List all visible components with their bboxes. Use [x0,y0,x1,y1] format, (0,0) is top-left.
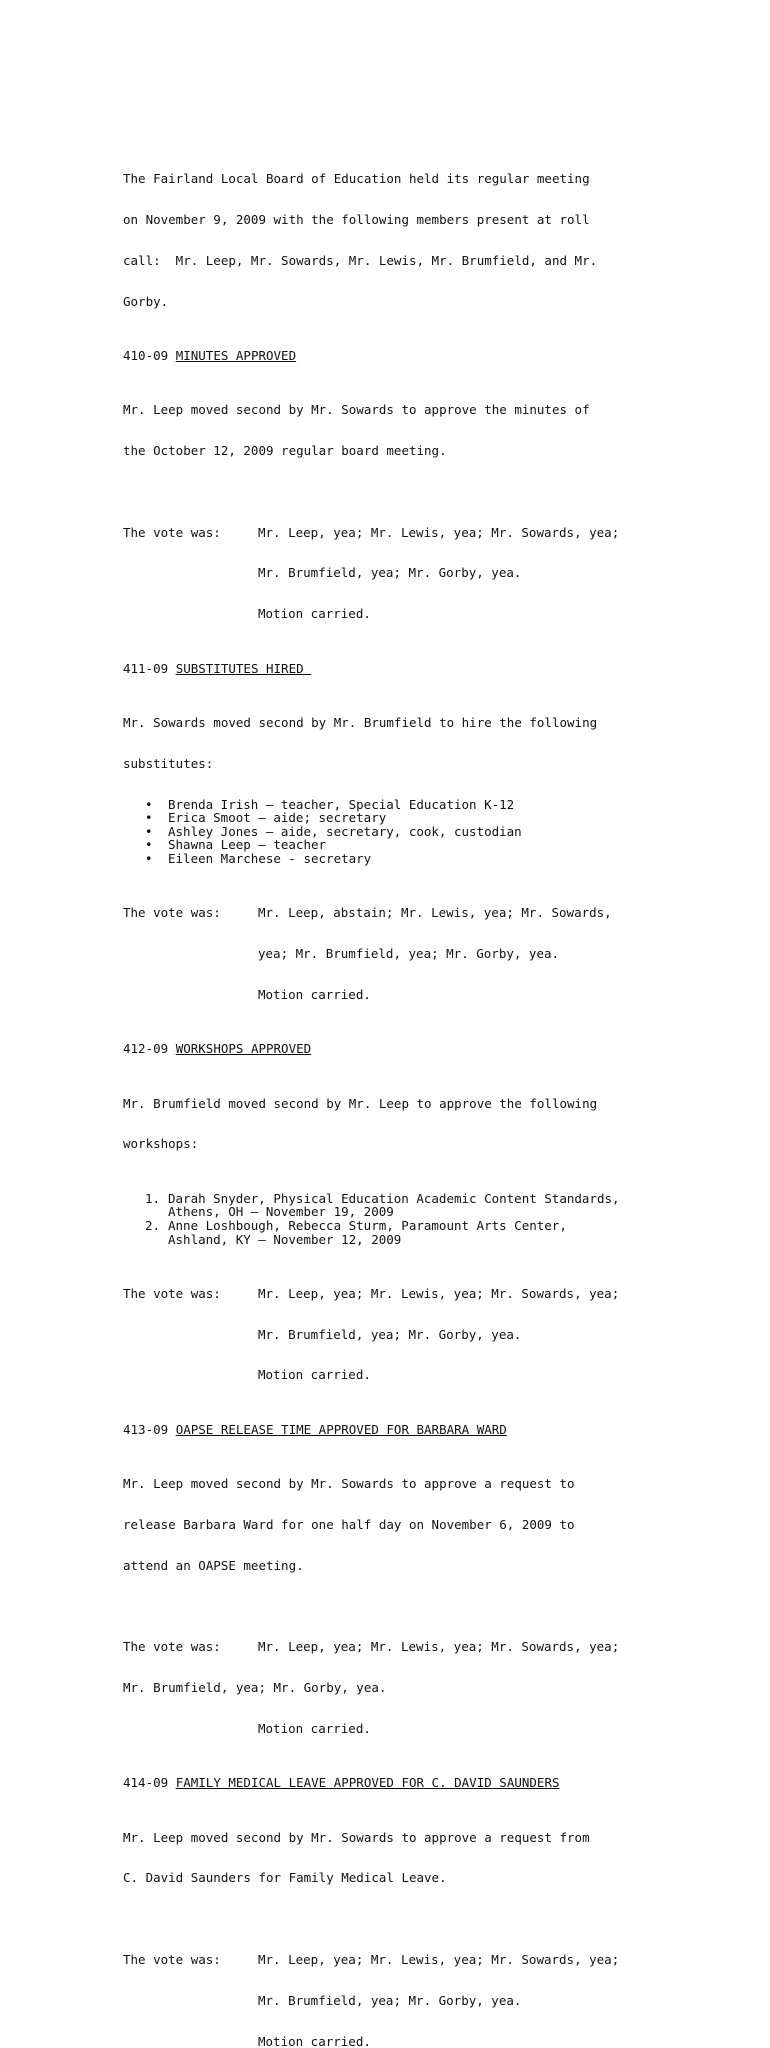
vote-record-412 [123,1260,743,1410]
bullet-icon: • [145,850,153,866]
body-line: release Barbara Ward for one half day on November 6, 2009 to [123,1516,575,1532]
bullet-icon: • [145,796,153,812]
list-item-text: Athens, OH – November 19, 2009 [168,1204,394,1220]
list-item-text: Erica Smoot – aide; secretary [168,810,387,826]
vote-line: Motion carried. [258,2033,371,2048]
section-body-411 [123,689,743,798]
body-line: Mr. Leep moved second by Mr. Sowards to approve a request from [123,1829,590,1845]
vote-lead: The vote was: [123,524,221,540]
list-item [145,825,743,839]
vote-line: Mr. Brumfield, yea; Mr. Gorby, yea. [123,1680,387,1696]
section-number: 410-09 [123,347,176,363]
vote-record-411 [123,879,743,1029]
list-item-text: Brenda Irish – teacher, Special Education K-12 [168,796,515,812]
list-number: 2. [145,1217,161,1233]
vote-line: yea; Mr. Brumfield, yea; Mr. Gorby, yea. [258,946,560,962]
vote-line: Mr. Leep, yea; Mr. Lewis, yea; Mr. Sowards, yea; [258,524,620,540]
bullet-icon: • [145,837,153,853]
body-line: workshops: [123,1136,199,1152]
section-number: 412-09 [123,1041,176,1057]
list-item-text: Ashley Jones – aide, secretary, cook, custodian [168,823,522,839]
vote-line: Mr. Leep, yea; Mr. Lewis, yea; Mr. Sowards, yea; [258,1951,620,1967]
body-line: Mr. Leep moved second by Mr. Sowards to approve the minutes of [123,402,590,418]
intro-line: call: Mr. Leep, Mr. Sowards, Mr. Lewis, Mr. Brumfield, and Mr. [123,252,598,268]
list-item [145,852,743,866]
section-body-414 [123,1803,743,1912]
list-item [145,1192,743,1219]
vote-lead: The vote was: [123,1285,221,1301]
section-title: OAPSE RELEASE TIME APPROVED FOR BARBARA WARD [175,1421,507,1437]
section-body-413 [123,1450,743,1600]
section-title: WORKSHOPS APPROVED [175,1041,312,1057]
vote-line: Mr. Leep, yea; Mr. Lewis, yea; Mr. Sowards, yea; [258,1285,620,1301]
section-heading-411 [123,662,743,676]
section-title: MINUTES APPROVED [175,347,297,363]
bullet-icon: • [145,810,153,826]
vote-line: Mr. Brumfield, yea; Mr. Gorby, yea. [258,1992,522,2008]
vote-lead: The vote was: [123,1951,221,1967]
section-number: 413-09 [123,1421,176,1437]
list-item [145,811,743,825]
intro-paragraph [123,145,743,335]
section-heading-413 [123,1423,743,1437]
body-line: substitutes: [123,755,214,771]
body-line: Mr. Leep moved second by Mr. Sowards to approve a request to [123,1476,575,1492]
section-body-410 [123,376,743,485]
vote-line: Mr. Brumfield, yea; Mr. Gorby, yea. [258,565,522,581]
list-item-text: Darah Snyder, Physical Education Academic Content Standards, [168,1190,620,1206]
vote-record-414 [123,1926,743,2048]
vote-record-410 [123,498,743,648]
workshops-list [123,1192,743,1246]
section-number: 414-09 [123,1775,176,1791]
section-heading-414 [123,1776,743,1790]
vote-line: Motion carried. [258,606,371,622]
vote-line: Motion carried. [258,1720,371,1736]
vote-line: Motion carried. [258,986,371,1002]
body-line: Mr. Brumfield moved second by Mr. Leep to approve the following [123,1095,598,1111]
vote-line: Mr. Leep, abstain; Mr. Lewis, yea; Mr. Sowards, [258,905,612,921]
body-line: attend an OAPSE meeting. [123,1557,304,1573]
list-item [145,838,743,852]
intro-line: Gorby. [123,293,169,309]
list-item-text: Ashland, KY – November 12, 2009 [168,1231,402,1247]
section-title: SUBSTITUTES HIRED [175,660,312,676]
vote-line: Motion carried. [258,1367,371,1383]
document-page [123,145,743,2048]
vote-record-413 [123,1613,743,1763]
list-item [145,798,743,812]
section-title: FAMILY MEDICAL LEAVE APPROVED FOR C. DAVID SAUNDERS [175,1775,560,1791]
body-line: Mr. Sowards moved second by Mr. Brumfield to hire the following [123,714,598,730]
vote-line: Mr. Brumfield, yea; Mr. Gorby, yea. [258,1326,522,1342]
section-number: 411-09 [123,660,176,676]
vote-line: Mr. Leep, yea; Mr. Lewis, yea; Mr. Sowards, yea; [258,1639,620,1655]
list-item-text: Shawna Leep – teacher [168,837,327,853]
bullet-icon: • [145,823,153,839]
vote-lead: The vote was: [123,905,221,921]
body-line: C. David Saunders for Family Medical Leave. [123,1870,447,1886]
intro-line: on November 9, 2009 with the following members present at roll [123,211,590,227]
section-body-412 [123,1069,743,1178]
body-line: the October 12, 2009 regular board meeting. [123,443,447,459]
vote-lead: The vote was: [123,1639,221,1655]
substitutes-list [123,798,743,866]
section-heading-410 [123,349,743,363]
section-heading-412 [123,1042,743,1056]
list-number: 1. [145,1190,161,1206]
list-item-text: Eileen Marchese - secretary [168,850,372,866]
list-item [145,1219,743,1246]
intro-line: The Fairland Local Board of Education held its regular meeting [123,171,590,187]
list-item-text: Anne Loshbough, Rebecca Sturm, Paramount Arts Center, [168,1217,567,1233]
